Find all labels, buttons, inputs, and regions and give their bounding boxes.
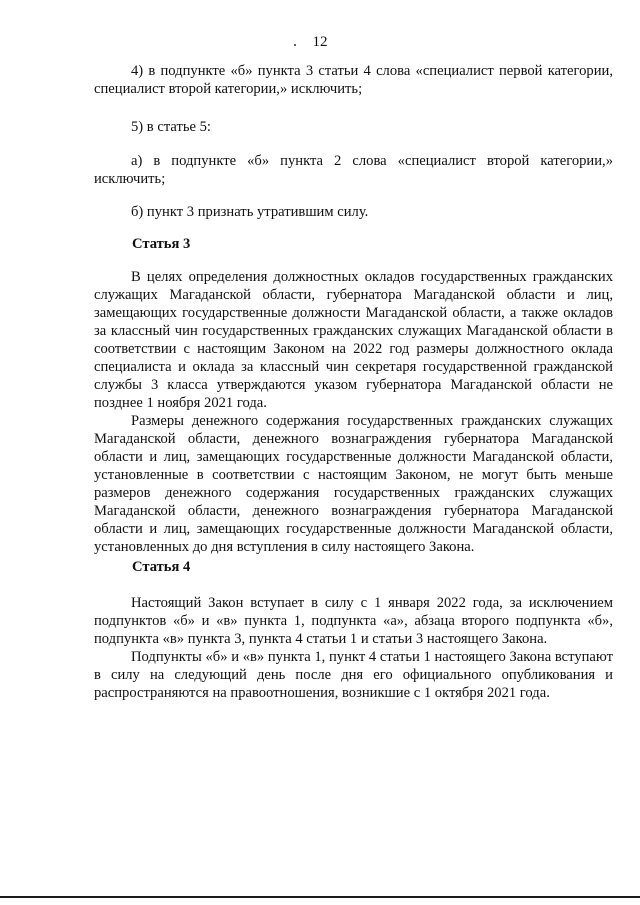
page-number: 12 [312,34,328,50]
paragraph-text: б) пункт 3 признать утратившим силу. [131,204,369,220]
article-3-body [94,268,613,556]
article-4-paragraph-2: Подпункты «б» и «в» пункта 1, пункт 4 статьи 1 настоящего Закона вступают в силу на следующий день после дня его официального опубликования и распространяются на правоотношения, возникшие с 1 октября 2021 года. [94,649,613,701]
paragraph-text: а) в подпункте «б» пункта 2 слова «специалист второй категории,» исключить; [94,153,613,187]
amendment-subparagraph-a [94,152,613,188]
scan-speck [294,44,296,46]
article-3-paragraph-1: В целях определения должностных окладов государственных гражданских служащих Магаданской области, губернатора Магаданской области и лиц, замещающих государственные должности Магаданской области, а также окладов за классный чин государственных гражданских служащих Магаданской области в соответствии с настоящим Законом на 2022 год размеры должностного оклада специалиста и оклада за классный чин секретаря государственной гражданской службы 3 класса утверждаются указом губернатора Магаданской области не позднее 1 ноября 2021 года. [94,269,613,411]
amendment-paragraph-5 [94,118,613,136]
article-3-paragraph-2: Размеры денежного содержания государственных гражданских служащих Магаданской области, денежного вознаграждения губернатора Магаданской области и лиц, замещающих государственные должности Магаданской области, установленные в соответствии с настоящим Законом, не могут быть меньше размеров денежного содержания государственных гражданских служащих Магаданской области, денежного вознаграждения губернатора Магаданской области и лиц, замещающих государственные должности Магаданской области, установленных до дня вступления в силу настоящего Закона. [94,413,613,555]
paragraph-text: 5) в статье 5: [131,119,211,135]
paragraph-text: 4) в подпункте «б» пункта 3 статьи 4 слова «специалист первой категории, специалист второй категории,» исключить; [94,63,613,97]
amendment-subparagraph-b [94,203,613,221]
amendment-paragraph-4 [94,62,613,98]
article-4-heading: Статья 4 [132,559,191,575]
article-4-paragraph-1: Настоящий Закон вступает в силу с 1 января 2022 года, за исключением подпунктов «б» и «в» пункта 1, подпункта «а», абзаца второго подпункта «б», подпункта «в» пункта 3, пункта 4 статьи 1 и статьи 3 настоящего Закона. [94,595,613,647]
bottom-scan-edge [0,896,640,898]
article-3-heading: Статья 3 [132,236,191,252]
article-4-body [94,594,613,702]
